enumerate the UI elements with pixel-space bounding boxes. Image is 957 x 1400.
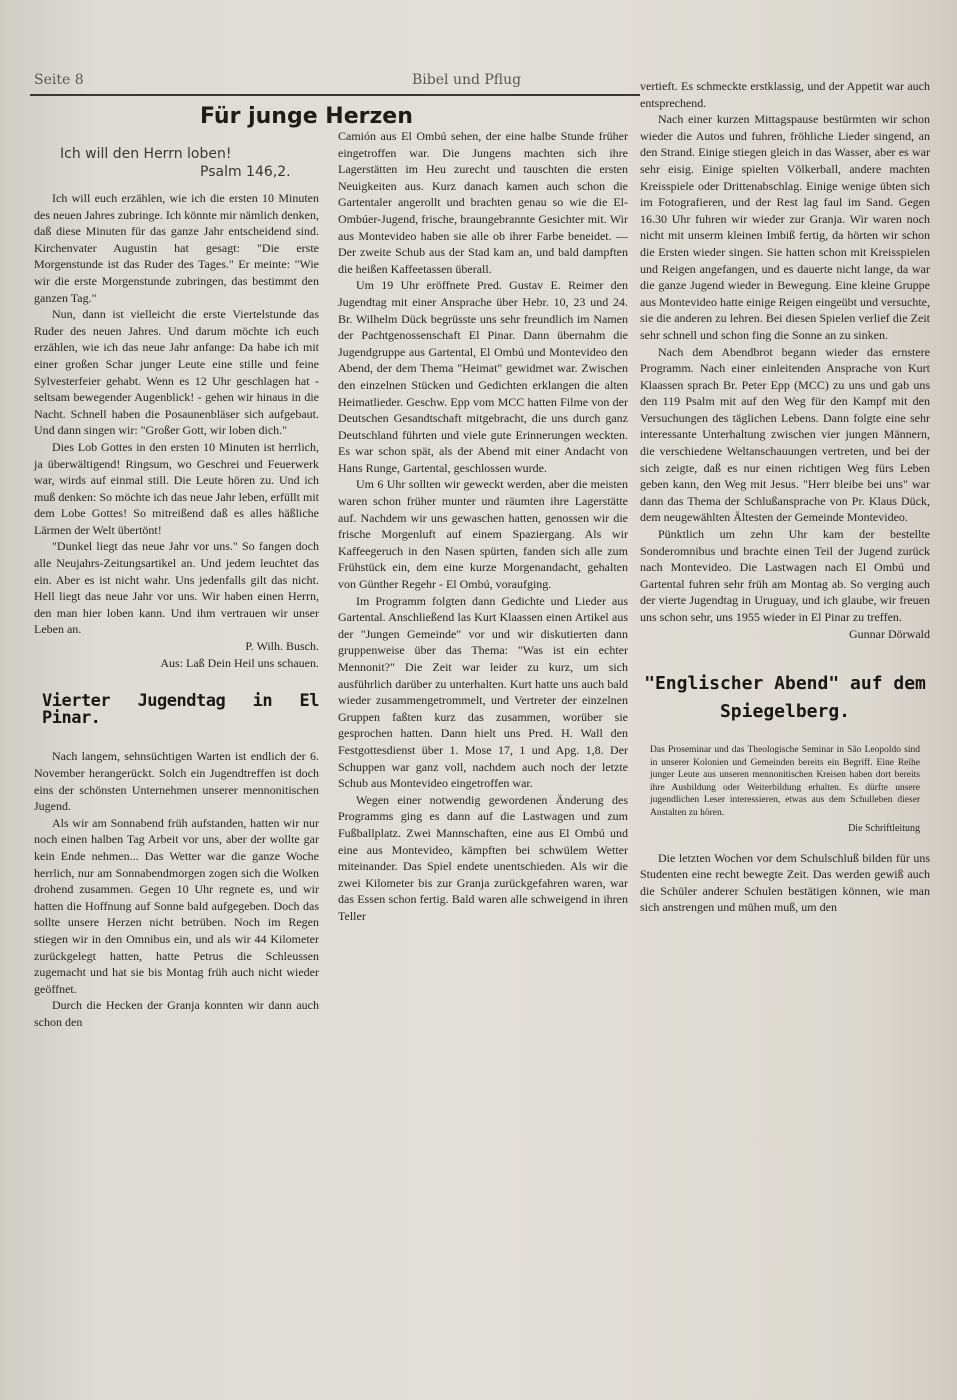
- page-number: Seite 8: [34, 72, 84, 88]
- article1-paragraph: Ich will euch erzählen, wie ich die ersten 10 Minuten des neuen Jahres zubringe. Ich könnte mir nämlich denken, daß diese Minuten für das ganze Jahr entscheidend sind. Kirchenvater Augustin hat gesagt: "Die erste Morgenstunde ist das Ruder des Tages." Er meinte: "Wie wir die erste Morgenstunde zubringen, das bestimmt den ganzen Tag.": [34, 191, 319, 305]
- editor-note: [650, 744, 920, 836]
- article3-title: [640, 670, 930, 726]
- article2-paragraph: Um 6 Uhr sollten wir geweckt werden, aber die meisten waren schon früher munter und räumten ihre Lagerstätte auf. Nachdem wir uns gewaschen hatten, genossen wir die frische Morgenluft auf einem Spaziergang. Als wir Kaffeegeruch in den Nasen spürten, fanden sich alle zum Frühstück ein, dem eine kurze Morgenandacht, gehalten von Günther Regehr - El Ombú, voraufging.: [338, 477, 628, 592]
- article1-author: P. Wilh. Busch.: [245, 639, 319, 654]
- column-2: [338, 128, 628, 925]
- editor-note-text: Das Proseminar und das Theologische Seminar in São Leopoldo sind in unserer Kolonien und Gemeinden bereits ein Begriff. Eine Reihe junger Leute aus unseren mennonitischen Kreisen haben dort bereits ihre Ausbildung oder Weiterbildung erhalten. Es dürfte unsere jugendlichen Leser interessieren, etwas aus dem Schulleben dieser Anstalten zu hören.: [650, 745, 920, 818]
- article2-paragraph: Wegen einer notwendig gewordenen Änderung des Programms ging es dann auf die Lastwagen und zum Fußballplatz. Zwei Mannschaften, eine aus El Ombú und eine aus Montevideo, kämpften bei schwülem Wetter miteinander. Das Spiel endete unentschieden. Als wir die zwei Kilometer bis zur Granja zurückgefahren waren, war das Essen schon fertig. Bald waren alle schweigend in ihren Teller: [338, 792, 628, 923]
- article2-paragraph: vertieft. Es schmeckte erstklassig, und der Appetit war auch entsprechend.: [640, 79, 930, 110]
- article2-paragraph: Nach einer kurzen Mittagspause bestürmten wir schon wieder die Autos und fuhren, fröhliche Lieder singend, an den Strand. Einige stiegen gleich in das Wasser, aber es war sehr eisig. Einige spielten Völkerball, andere machten Kreisspiele oder Drittenabschlag. Einige wenige übten sich im Fotografieren, und der Rest lag faul im Sand. Gegen 16.30 Uhr fuhren wir wieder zur Granja. Wir waren noch nicht mit unserm kleinen Imbiß fertig, da hörten wir schon die Ersten wieder singen. Sie hatten schon mit Kreisspielen und Reigen angefangen, und es dauerte nicht lange, da war die ganze Jugend wieder in Bewegung. Eine kleine Gruppe aus Montevideo hatte einige Reigen eingeübt und versuchte, sie die anderen zu lehren. Bei diesen Spielen verlief die Zeit sehr schnell und schon fing die Sonne an zu sinken.: [640, 112, 930, 342]
- article3-paragraph: Die letzten Wochen vor dem Schulschluß bilden für uns Studenten eine recht bewegte Zeit. Das werden gewiß auch die Schüler anderer Schulen bestätigen können, wie man sich anstrengen und mühen muß, um den: [640, 850, 930, 915]
- article2-paragraph: Nach langem, sehnsüchtigen Warten ist endlich der 6. November herangerückt. Solch ein Jugendtreffen ist doch eins der schönsten Unternehmen unserer mennonitischen Jugend.: [34, 749, 319, 814]
- article2-paragraph: Nach dem Abendbrot begann wieder das ernstere Programm. Nach einer einleitenden Ansprache von Kurt Klaassen sprach Br. Peter Epp (MCC) zu uns und gab uns den 119 Psalm mit auf den Weg für den Kampf mit den Versuchungen des täglichen Lebens. Dann folgte eine sehr interessante Unterhaltung zwischen vier jungen Männern, die verschiedene Weltanschauungen vertreten, und bei der sich zeigte, daß es nur einen richtigen Weg fürs Leben geben kann, den Weg mit Jesus. "Herr bleibe bei uns" war dann das Thema der Schlußansprache von Pr. Klaus Dück, dem neugewählten Ältesten der Gemeinde Montevideo.: [640, 344, 930, 525]
- article1-paragraph: "Dunkel liegt das neue Jahr vor uns." So fangen doch alle Neujahrs-Zeitungsartikel an. Und jedem leuchtet das ein. Aber es ist nicht wahr. Uns jedenfalls gilt das nicht. Hell liegt das neue Jahr vor uns. Wir haben einen Herrn, den man hier loben kann. Und ihm vertrauen wir unser Leben an.: [34, 539, 319, 637]
- article2-author: Gunnar Dörwald: [849, 626, 930, 641]
- header-rule: [30, 94, 640, 96]
- article1-paragraph: Dies Lob Gottes in den ersten 10 Minuten ist herrlich, ja überwältigend! Ringsum, wo Geschrei und Feuerwerk war, wirds auf einmal still. Die Leute hören zu. Und ich muß denken: So möchte ich das neue Jahr leben, erfüllt mit dem Lobe Gottes! So mitreißend daß es alles häßliche Lärmen der Welt übertönt!: [34, 439, 319, 537]
- article1-paragraph: Nun, dann ist vielleicht die erste Viertelstunde das Ruder des neuen Jahres. Und darum möchte ich euch erzählen, wie ich das neue Jahr anfange: Da habe ich mit einer großen Schar junger Leute eine stille und feine Sylvesterfeier gehabt. Wenn es 12 Uhr geschlagen hat - seltsam bewegender Augenblick! - gehen wir hinaus in die Nacht. Schnell haben die Posaunenbläser sich aufgebaut. Und dann singen wir: "Großer Gott, wir loben dich.": [34, 307, 319, 438]
- article2-paragraph: Im Programm folgten dann Gedichte und Lieder aus Gartental. Anschließend las Kurt Klaassen einen Artikel aus der "Jungen Gemeinde" vor und wir diskutierten dann gruppenweise über das Thema: "Was ist ein echter Mennonit?" Die Zeit war leider zu kurz, um sich ausführlich darüber zu unterhalten. Kurt hatte uns auch bald wieder zusammengetrommelt, und Vertreter der einzelnen Gruppen faßten kurz das zusammen, worüber sie gesprochen hatten. Dann hielt uns Pred. H. Wall den Festgottesdienst über 1. Mose 17, 1 und Apg. 1,8. Der Schuppen war ganz voll, nachdem auch noch der letzte Schub aus Montevideo eingetroffen war.: [338, 593, 628, 791]
- editor-signature: Die Schriftleitung: [848, 823, 920, 835]
- article3-title-line: Spiegelberg.: [719, 701, 851, 723]
- article3-title-line: "Englischer Abend" auf dem: [644, 673, 926, 695]
- article2-paragraph: Durch die Hecken der Granja konnten wir dann auch schon den: [34, 998, 319, 1029]
- article2-title: Vierter Jugendtag in El Pinar.: [42, 691, 319, 728]
- article1-title: Für junge Herzen: [200, 104, 413, 129]
- article1-source: Aus: Laß Dein Heil uns schauen.: [160, 655, 319, 670]
- column-3: [640, 78, 930, 916]
- journal-title: Bibel und Pflug: [412, 72, 522, 88]
- article2-paragraph: Camión aus El Ombú sehen, der eine halbe Stunde früher eingetroffen war. Die Jungens machten sich ihre Lagerstätten im Heu zurecht und tauschten die ersten Neuigkeiten aus. Kurz danach kamen auch schon die Gartentaler angerollt und brachten genau so wie die El-Ombúer-Jugend, frische, braungebrannte Gesichter mit. Wir aus Montevideo haben sie alle ob ihrer Farbe beneidet. — Der zweite Schub aus der Stad kam an, und bald dampften die heißen Kaffeetassen überall.: [338, 129, 628, 276]
- article1-verse: Ich will den Herrn loben!: [60, 146, 232, 162]
- article2-paragraph: Um 19 Uhr eröffnete Pred. Gustav E. Reimer den Jugendtag mit einer Ansprache über Hebr. 10, 23 und 24. Br. Wilhelm Dück begrüsste uns sehr freundlich im Namen der Pachtgenossenschaft El Pinar. Dann übernahm die Jugendgruppe aus Gartental, El Ombú und Montevideo den Abend, der dem Thema "Heimat" gewidmet war. Zwischen den einzelnen Stücken und Gedichten erklangen die alten Heimatlieder. Geschw. Epp vom MCC hatten Filme von der Deutschen Gesandtschaft mitgebracht, die uns durch ganz Deutschland führten und viele gute Erinnerungen weckten. Es war schon spät, als der Abend mit einer Andacht von Hans Runge, Gartental, geschlossen wurde.: [338, 278, 628, 475]
- page-header: [32, 72, 632, 96]
- column-1-body: [34, 190, 319, 1031]
- article2-paragraph: Als wir am Sonnabend früh aufstanden, hatten wir nur noch einen halben Tag Arbeit vor uns, aber der wollte gar kein Ende nehmen... Das Wetter war die ganze Woche herrlich, nur am Sonnabendmorgen zogen sich die Wolken drohend zusammen. Gegen 10 Uhr regnete es, und wir hatten die Hoffnung auf Sonne bald aufgegeben. Doch das sollte unsere Herzen nicht betrüben. Noch im Regen stiegen wir in den Omnibus ein, und als wir 44 Kilometer zurückgelegt hatten, hatte Petrus die Schleussen zugemacht und hat sie bis Montag früh auch nicht wieder geöffnet.: [34, 815, 319, 996]
- article2-paragraph: Pünktlich um zehn Uhr kam der bestellte Sonderomnibus und brachte einen Teil der Jugend zurück nach Montevideo. Die Lastwagen nach El Ombú und Gartental fuhren sehr früh am Montag ab. So verging auch der vierte Jugendtag in Uruguay, und ich glaube, wir freuen uns schon sehr, uns 1955 wieder in El Pinar zu treffen.: [640, 527, 930, 624]
- article1-verse-ref: Psalm 146,2.: [200, 164, 291, 180]
